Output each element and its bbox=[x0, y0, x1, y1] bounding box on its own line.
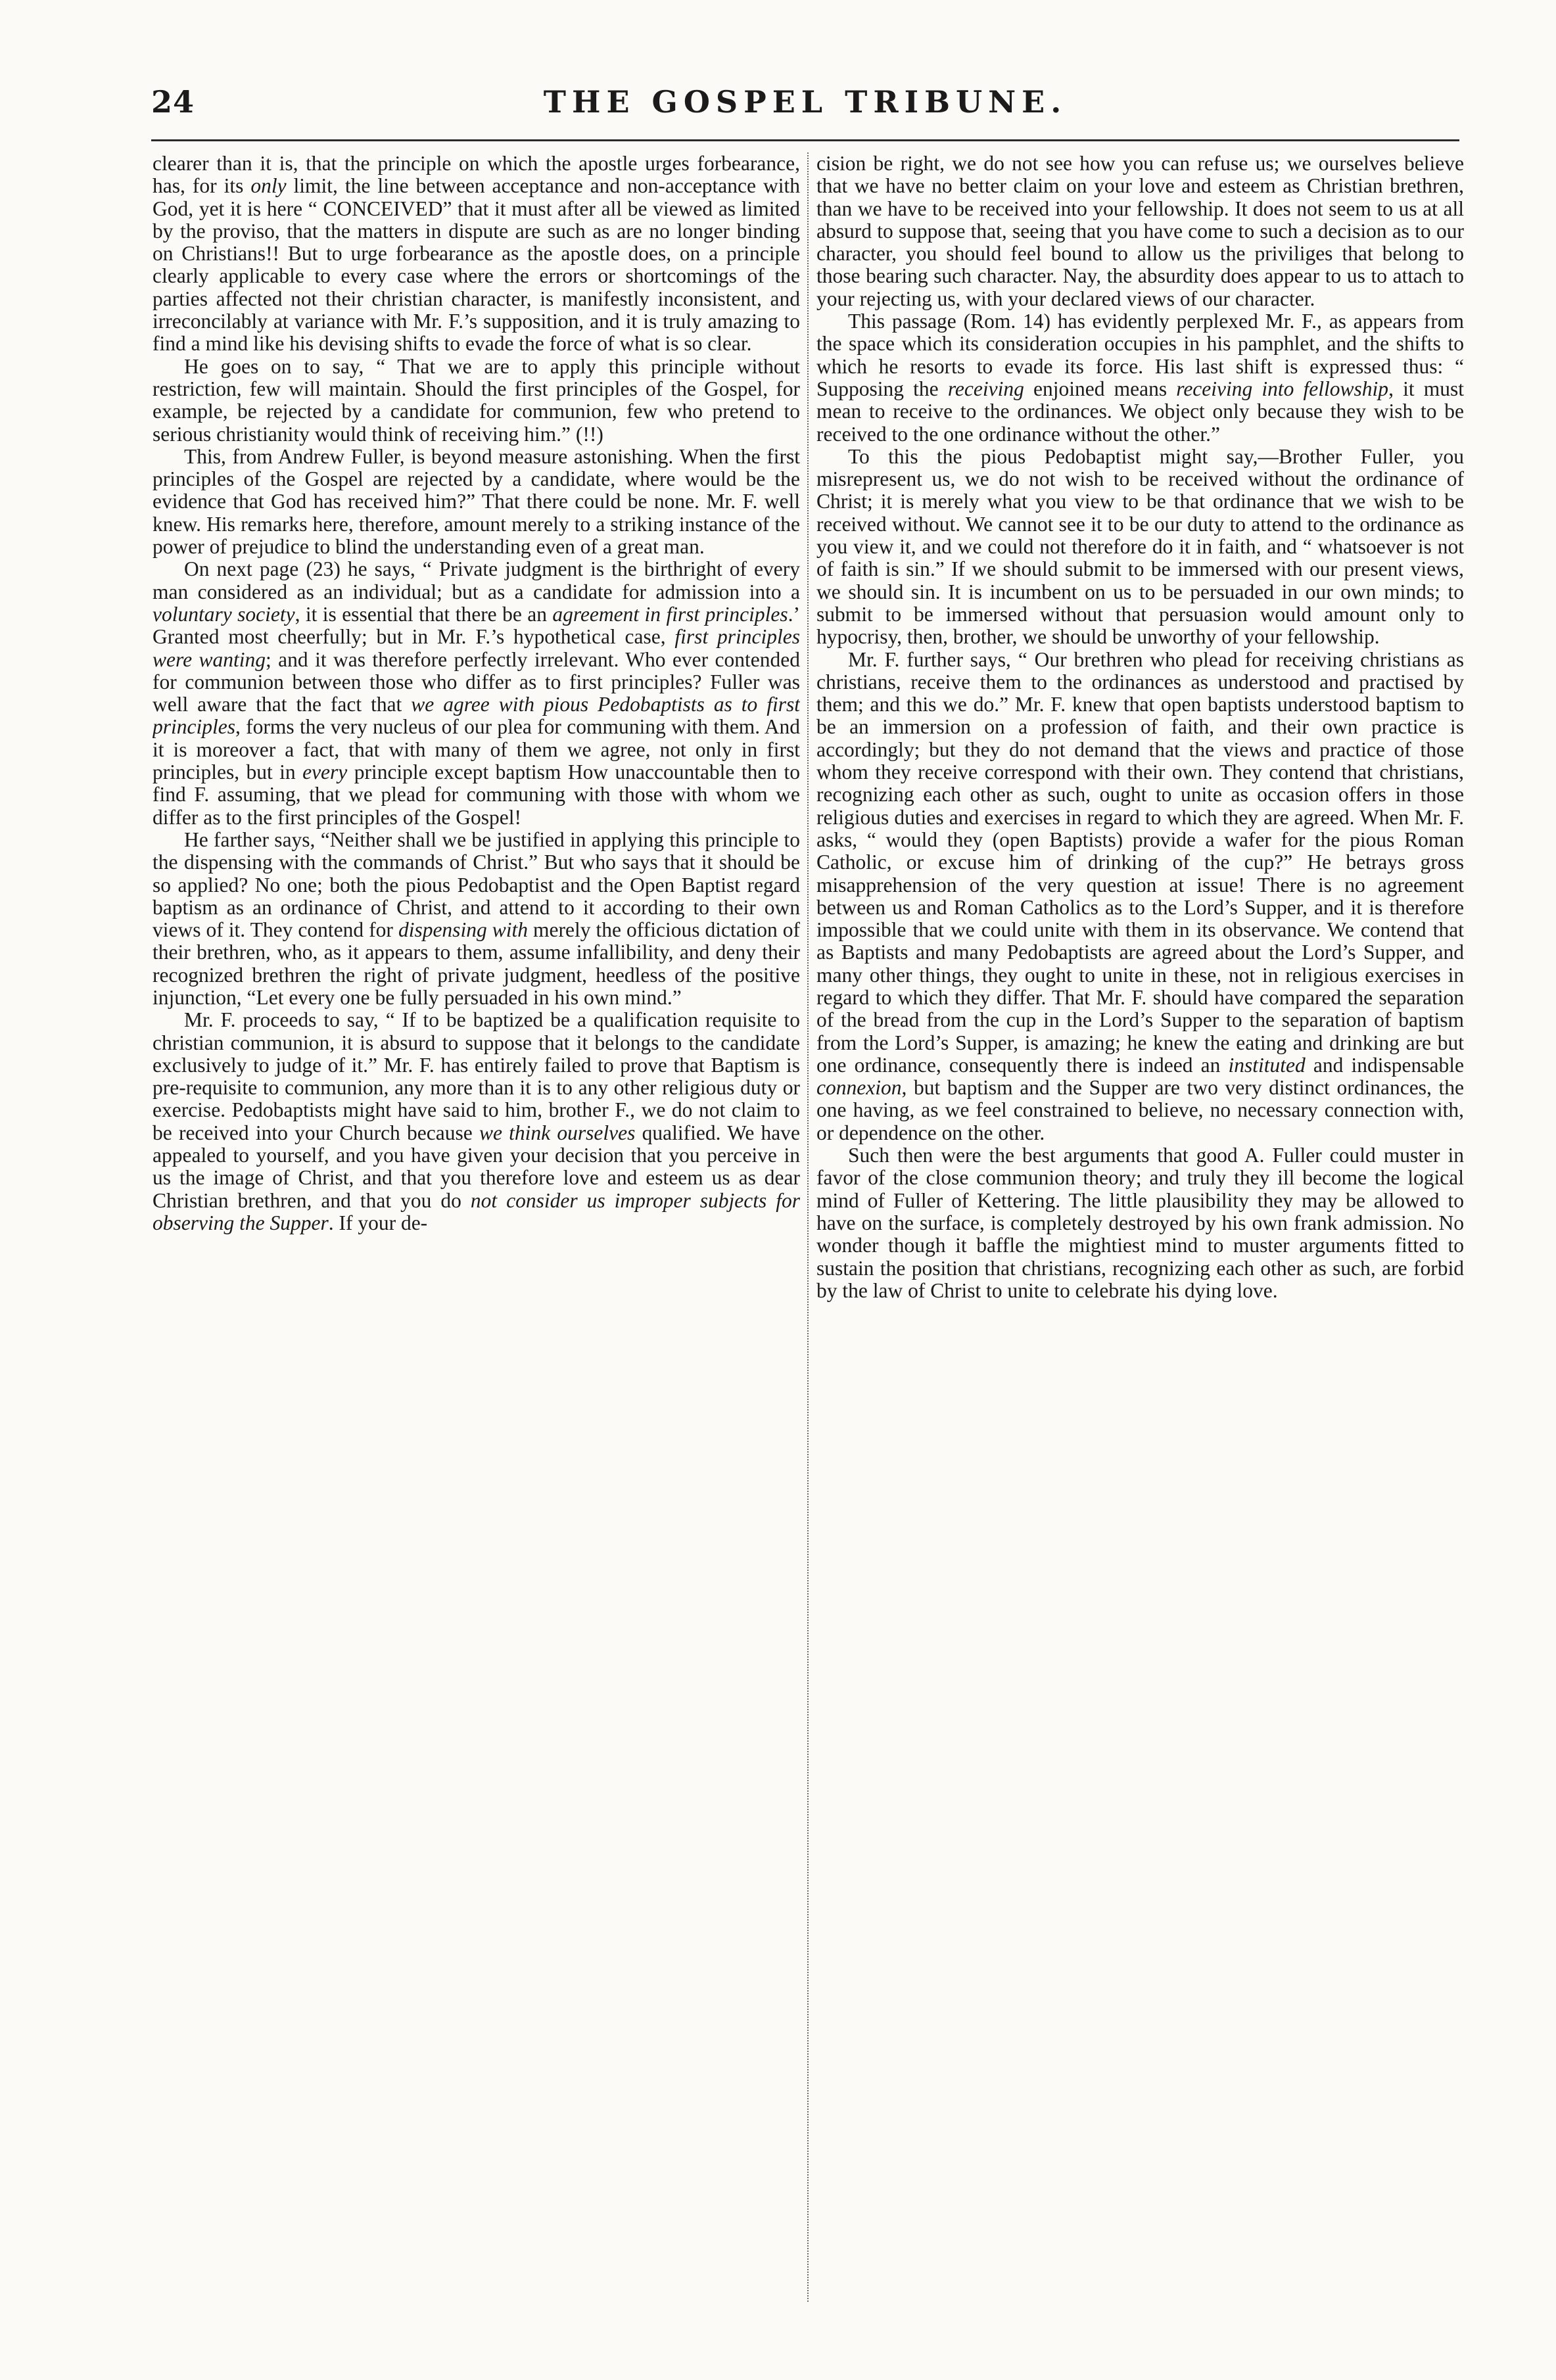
paragraph: cision be right, we do not see how you can refuse us; we ourselves believe that we have no better claim on your love and esteem as Christian brethren, than we have to be received into your fellowship. It does not seem to us at all absurd to suppose that, seeing that you have come to such a decision as to our character, you should feel bound to allow us the priviliges that belong to those bearing such character. Nay, the absurdity does appear to us to attach to your rejecting us, with your declared views of our character. bbox=[816, 152, 1464, 310]
paragraph: This, from Andrew Fuller, is beyond measure astonishing. When the first principles of the Gospel are rejected by a candidate, where would be the evidence that God has received him?” That there could be none. Mr. F. well knew. His remarks here, therefore, amount merely to a striking instance of the power of prejudice to blind the understanding even of a great man. bbox=[153, 444, 800, 559]
paragraph: He farther says, “Neither shall we be justified in applying this principle to the dispensing with the commands of Christ.” But who says that it should be so applied? No one; both the pious Pedobaptist and the Open Baptist regard baptism as an ordinance of Christ, and attend to it according to their own views of it. They contend for dispensing with merely the officious dictation of their brethren, who, as it appears to them, assume infallibility, and deny their recognized brethren the right of private judgment, heedless of the positive injunction, “Let every one be fully persuaded in his own mind.” bbox=[153, 828, 800, 1009]
header-rule bbox=[151, 139, 1459, 141]
paragraph: On next page (23) he says, “ Private judgment is the birthright of every man considered as an individual; but as a candidate for admission into a voluntary society, it is essential that there be an agreement in first principles.’ Granted most cheerfully; but in Mr. F.’s hypothetical case, first principles were wanting; and it was therefore perfectly irrelevant. Who ever contended for communion between those who differ as to first principles? Fuller was well aware that the fact that we agree with pious Pedobaptists as to first principles, forms the very nucleus of our plea for communing with them. And it is moreover a fact, that with many of them we agree, not only in first principles, but in every principle except baptism How unaccountable then to find F. assuming, that we plead for communing with those with whom we differ as to the first principles of the Gospel! bbox=[153, 557, 800, 829]
paragraph: To this the pious Pedobaptist might say,—Brother Fuller, you misrepresent us, we do not wish to be received without the ordinance of Christ; it is merely what you view to be that ordinance that we wish to be received without. We cannot see it to be our duty to attend to the ordinance as you view it, and we could not therefore do it in faith, and “ whatsoever is not of faith is sin.” If we should submit to be immersed with our present views, we should sin. It is incumbent on us to be persuaded in our own minds; to submit to be immersed without that persuasion would amount only to hypocrisy, then, brother, we should be unworthy of your fellowship. bbox=[816, 444, 1464, 649]
left-column bbox=[153, 152, 800, 2322]
right-column bbox=[816, 152, 1464, 2322]
paragraph: clearer than it is, that the principle on which the apostle urges forbearance, has, for its only limit, the line between acceptance and non-acceptance with God, yet it is here “ CONCEIVED” that it must after all be viewed as limited by the proviso, that the matters in dispute are such as are no longer binding on Christians!! But to urge forbearance as the apostle does, on a principle clearly applicable to every case where the errors or shortcomings of the parties affected not their christian character, is manifestly inconsistent, and irreconcilably at variance with Mr. F.’s supposition, and it is truly amazing to find a mind like his devising shifts to evade the force of what is so clear. bbox=[153, 152, 800, 356]
running-title: THE GOSPEL TRIBUNE. bbox=[543, 84, 1068, 120]
paragraph: Mr. F. further says, “ Our brethren who plead for receiving christians as christians, receive them to the ordinances as understood and practised by them; and this we do.” Mr. F. knew that open baptists understood baptism to be an immersion on a profession of faith, and their own practice is accordingly; but they do not demand that the views and practice of those whom they receive correspond with their own. They contend that christians, recognizing each other as such, ought to unite as occasion offers in those religious duties and exercises in regard to which they are agreed. When Mr. F. asks, “ would they (open Baptists) provide a wafer for the pious Roman Catholic, or excuse him of drinking of the cup?” He betrays gross misapprehension of the very question at issue! There is no agreement between us and Roman Catholics as to the Lord’s Supper, and it is therefore impossible that we could unite with them in its observance. We contend that as Baptists and many Pedobaptists are agreed about the Lord’s Supper, and many other things, they ought to unite in these, not in religious exercises in regard to which they differ. That Mr. F. should have compared the separation of the bread from the cup in the Lord’s Supper to the separation of baptism from the Lord’s Supper, is amazing; he knew the eating and drinking are but one ordinance, consequently there is indeed an instituted and indispensable connexion, but baptism and the Supper are two very distinct ordinances, the one having, as we feel constrained to believe, no necessary connection with, or dependence on the other. bbox=[816, 647, 1464, 1144]
paragraph: This passage (Rom. 14) has evidently perplexed Mr. F., as appears from the space which its consideration occupies in his pamphlet, and the shifts to which he resorts to evade its force. His last shift is expressed thus: “ Supposing the receiving enjoined means receiving into fellowship, it must mean to receive to the ordinances. We object only because they wish to be received to the one ordinance without the other.” bbox=[816, 310, 1464, 446]
paragraph: He goes on to say, “ That we are to apply this principle without restriction, few will maintain. Should the first principles of the Gospel, for example, be rejected by a candidate for communion, few who pretend to serious christianity would think of receiving him.” (!!) bbox=[153, 354, 800, 446]
column-divider bbox=[807, 152, 809, 2302]
page-header bbox=[151, 84, 1459, 130]
page-number: 24 bbox=[151, 84, 195, 120]
paragraph: Such then were the best arguments that good A. Fuller could muster in favor of the close communion theory; and truly they ill become the logical mind of Fuller of Kettering. The little plausibility they may be allowed to have on the surface, is completely destroyed by his own frank admission. No wonder though it baffle the mightiest mind to muster arguments fitted to sustain the position that christians, recognizing each other as such, are forbid by the law of Christ to unite to celebrate his dying love. bbox=[816, 1144, 1464, 1302]
paragraph: Mr. F. proceeds to say, “ If to be baptized be a qualification requisite to christian communion, it is absurd to suppose that it belongs to the candidate exclusively to judge of it.” Mr. F. has entirely failed to prove that Baptism is pre-requisite to communion, any more than it is to any other religious duty or exercise. Pedobaptists might have said to him, brother F., we do not claim to be received into your Church because we think ourselves qualified. We have appealed to yourself, and you have given your decision that you perceive in us the image of Christ, and that you therefore love and esteem us as dear Christian brethren, and that you do not consider us improper subjects for observing the Supper. If your de- bbox=[153, 1008, 800, 1234]
